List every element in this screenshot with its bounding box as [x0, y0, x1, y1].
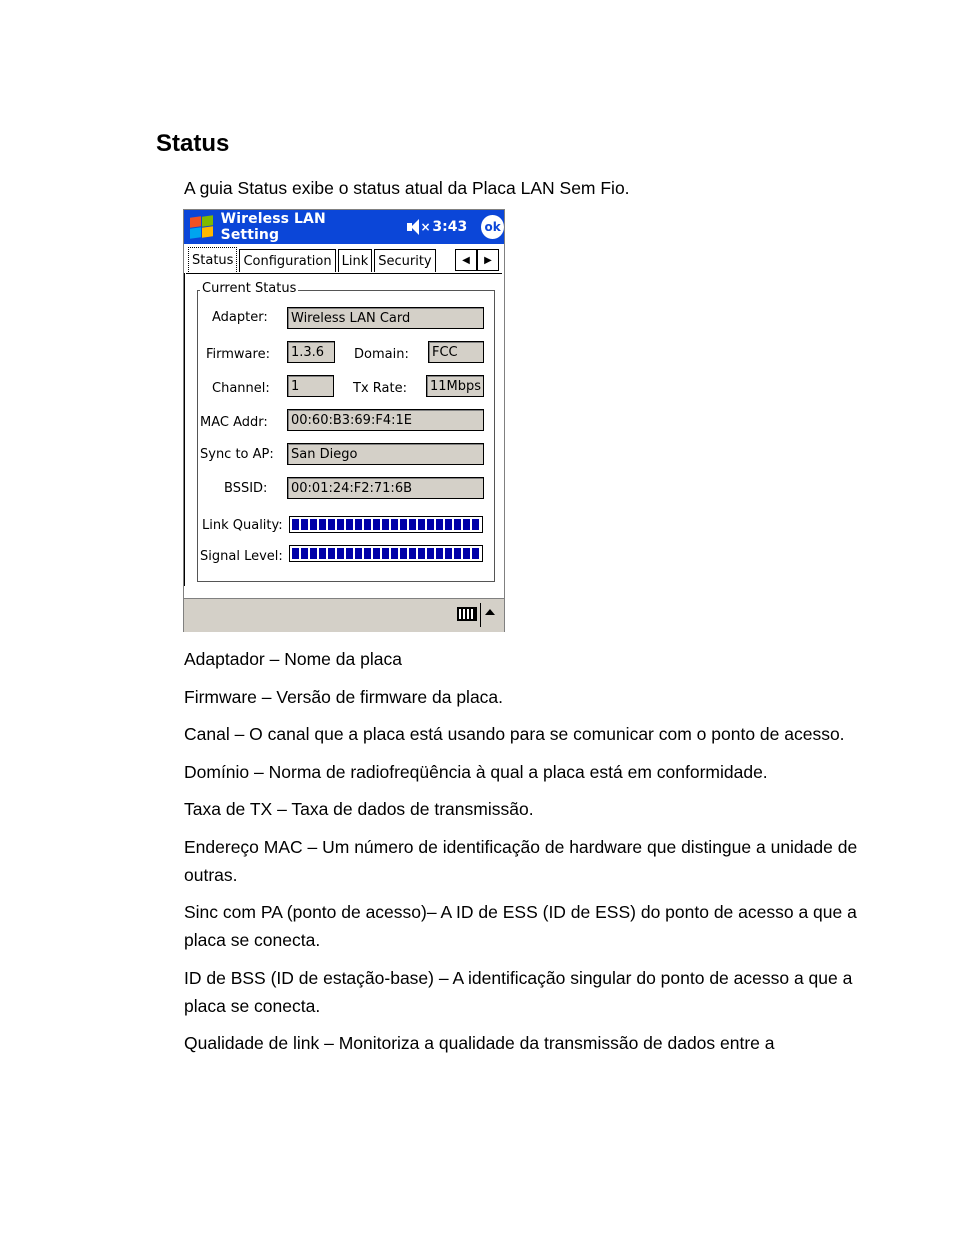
signal-level-fill: [292, 548, 480, 559]
device-screenshot: [184, 210, 504, 631]
group-label: Current Status: [202, 281, 297, 296]
link-quality-fill: [292, 519, 480, 530]
list-item: Endereço MAC – Um número de identificação de hardware que distingue a unidade de outras.: [184, 836, 858, 885]
page-heading: Status: [156, 130, 230, 157]
bssid-field: 00:01:24:F2:71:6B: [287, 477, 484, 499]
list-item: Sinc com PA (ponto de acesso)– A ID de ESS (ID de ESS) do ponto de acesso a que a placa se conecta.: [184, 902, 857, 950]
list-item: Domínio – Norma de radiofreqüência à qual a placa está em conformidade.: [184, 761, 768, 782]
clock[interactable]: 3:43: [432, 219, 468, 235]
divider: [186, 273, 502, 274]
list-item: Canal – O canal que a placa está usando para se comunicar com o ponto de acesso.: [184, 724, 845, 744]
adapter-label: Adapter:: [212, 310, 268, 325]
channel-field: 1: [287, 375, 334, 397]
input-panel-up-icon[interactable]: [485, 609, 495, 615]
tab-security[interactable]: Security: [374, 249, 435, 272]
current-status-group: [197, 290, 495, 582]
divider: [184, 273, 185, 586]
keyboard-icon[interactable]: [457, 607, 477, 621]
app-title: Wireless LAN Setting: [220, 211, 326, 243]
domain-label: Domain:: [354, 347, 409, 362]
tab-configuration[interactable]: Configuration: [239, 249, 335, 272]
signal-level-label: Signal Level:: [200, 549, 283, 564]
domain-field: FCC: [428, 341, 484, 363]
list-item: Taxa de TX – Taxa de dados de transmissão.: [184, 799, 534, 819]
description-list: [184, 645, 864, 1067]
link-quality-bar: [289, 516, 483, 533]
list-item: ID de BSS (ID de estação-base) – A identificação singular do ponto de acesso a que a placa se conecta.: [184, 967, 853, 1016]
ok-button[interactable]: ok: [481, 215, 504, 239]
mac-label: MAC Addr:: [200, 415, 268, 430]
menu-bar: [184, 598, 504, 632]
list-item: Adaptador – Nome da placa: [184, 649, 402, 669]
sync-field: San Diego: [287, 443, 484, 465]
mac-field: 00:60:B3:69:F4:1E: [287, 409, 484, 431]
channel-label: Channel:: [212, 381, 270, 396]
signal-level-bar: [289, 545, 483, 562]
tx-rate-label: Tx Rate:: [353, 381, 407, 396]
list-item: Firmware – Versão de firmware da placa.: [184, 686, 504, 707]
intro-text: A guia Status exibe o status atual da Placa LAN Sem Fio.: [184, 178, 630, 198]
title-bar: [184, 210, 504, 244]
bssid-label: BSSID:: [224, 481, 268, 496]
list-item: Qualidade de link – Monitoriza a qualidade da transmissão de dados entre a: [184, 1033, 775, 1053]
firmware-label: Firmware:: [206, 347, 270, 362]
link-quality-label: Link Quality:: [202, 518, 283, 533]
firmware-field: 1.3.6: [287, 341, 335, 363]
speaker-muted-icon[interactable]: ×: [407, 218, 428, 236]
divider: [480, 603, 481, 627]
tab-scroll-right-icon[interactable]: ▶: [477, 249, 499, 271]
windows-flag-icon[interactable]: [188, 214, 213, 240]
tab-link[interactable]: Link: [338, 249, 373, 272]
tab-scroll: [455, 249, 499, 271]
tab-strip: [188, 249, 438, 273]
tx-rate-field: 11Mbps: [426, 375, 484, 397]
sync-label: Sync to AP:: [200, 447, 274, 462]
tab-status[interactable]: Status: [188, 247, 237, 272]
tab-scroll-left-icon[interactable]: ◀: [455, 249, 477, 271]
adapter-field: Wireless LAN Card: [287, 307, 484, 329]
